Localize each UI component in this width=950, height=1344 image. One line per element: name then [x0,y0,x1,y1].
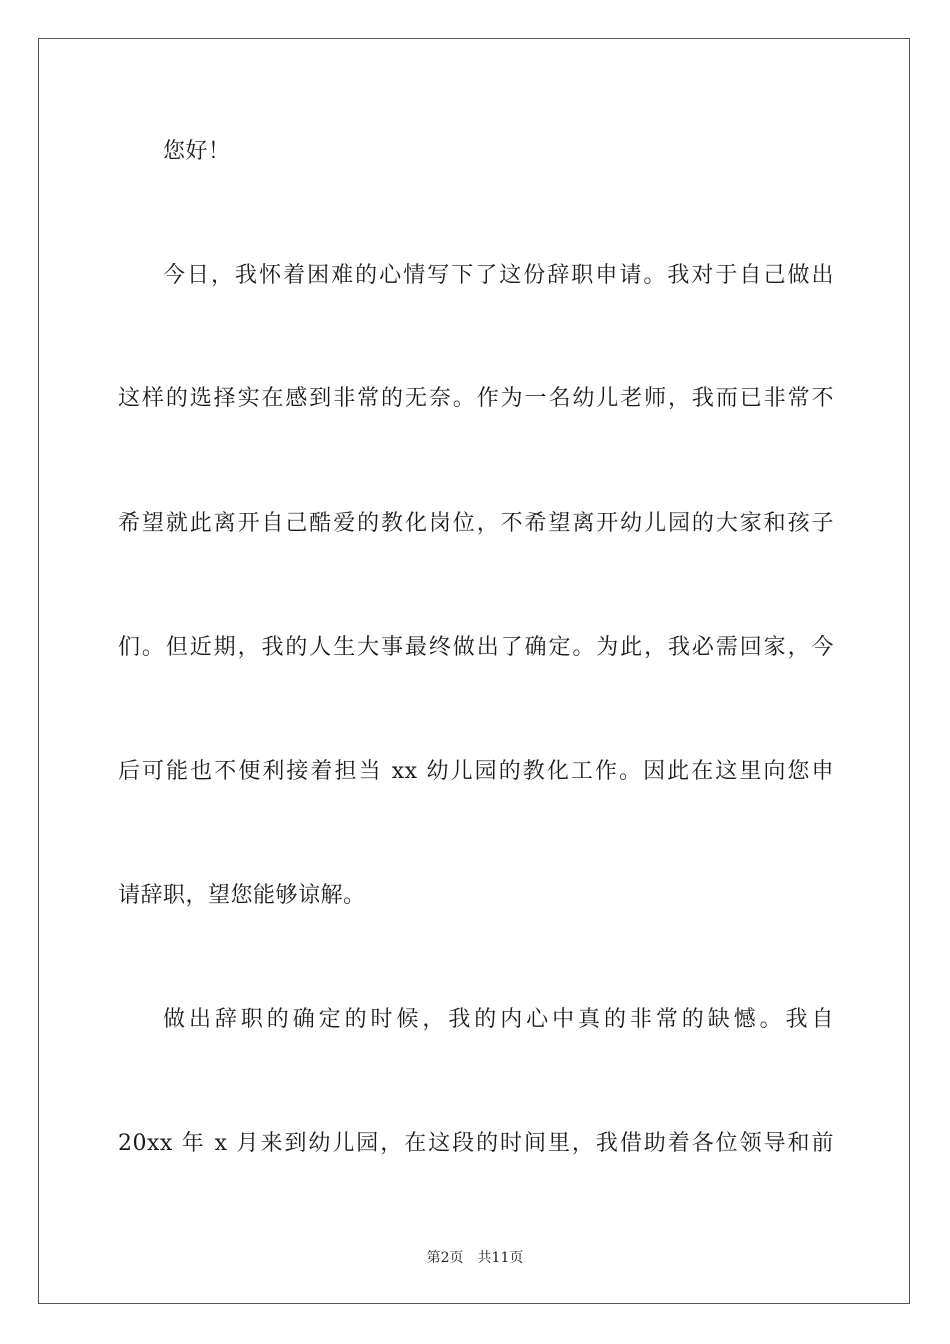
paragraph-line: 希望就此离开自己酷爱的教化岗位，不希望离开幼儿园的大家和孩子 [118,511,834,536]
paragraph-line: 做出辞职的确定的时候，我的内心中真的非常的缺憾。我自 [163,1007,834,1032]
paragraph-line: 今日，我怀着困难的心情写下了这份辞职申请。我对于自己做出 [163,263,834,288]
page-number: 第2页 [426,1250,464,1266]
paragraph-line: 20xx 年 x 月来到幼儿园，在这段的时间里，我借助着各位领导和前 [118,1131,834,1156]
page-total: 共11页 [477,1250,524,1266]
paragraph-line: 请辞职，望您能够谅解。 [118,883,366,908]
greeting-line: 您好！ [163,139,231,164]
paragraph-line: 后可能也不便利接着担当 xx 幼儿园的教化工作。因此在这里向您申 [118,759,834,784]
page-footer [0,1248,950,1268]
paragraph-line: 这样的选择实在感到非常的无奈。作为一名幼儿老师，我而已非常不 [118,386,834,411]
paragraph-line: 们。但近期，我的人生大事最终做出了确定。为此，我必需回家，今 [118,635,834,660]
page-border [38,38,910,1304]
